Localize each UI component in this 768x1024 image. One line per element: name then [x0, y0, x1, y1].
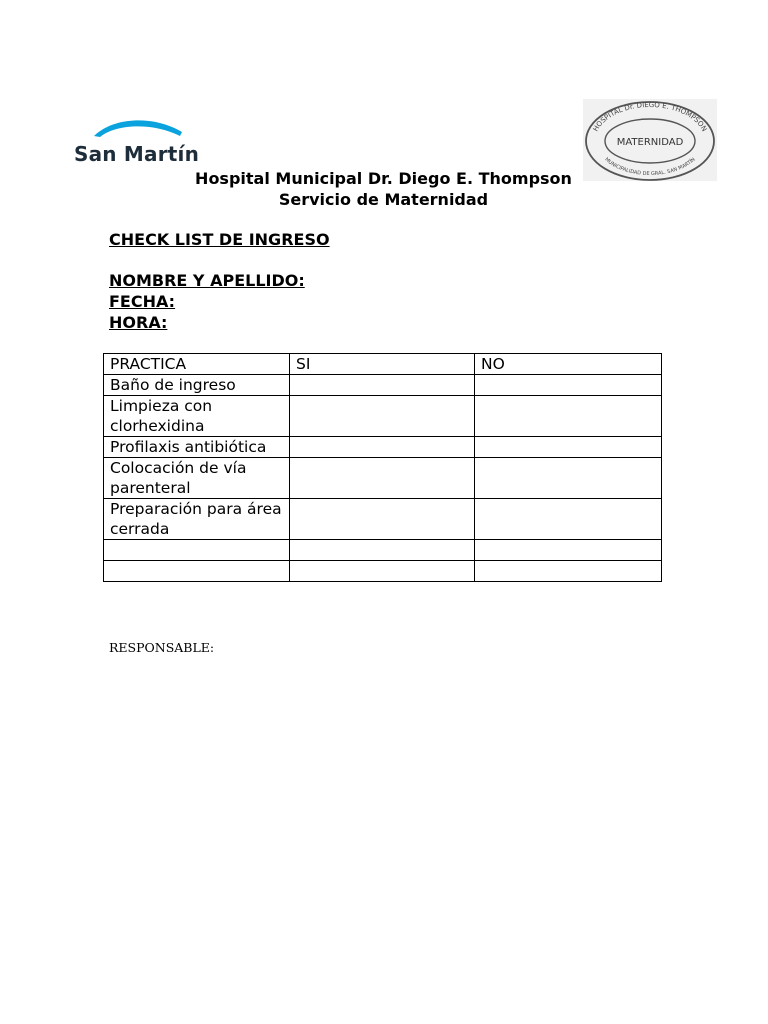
header-si: SI [290, 354, 475, 375]
header-practica: PRACTICA [104, 354, 290, 375]
logo-text: San Martín [74, 142, 200, 166]
table-row [104, 375, 662, 396]
table-header-row [104, 354, 662, 375]
table-row [104, 458, 662, 499]
si-cell[interactable] [290, 396, 475, 437]
no-cell[interactable] [475, 437, 662, 458]
table-row [104, 437, 662, 458]
no-cell[interactable] [475, 540, 662, 561]
practice-cell[interactable] [104, 561, 290, 582]
no-cell[interactable] [475, 499, 662, 540]
svg-text:HOSPITAL Dr. DIEGO E. THOMPSON: HOSPITAL Dr. DIEGO E. THOMPSON [591, 100, 709, 133]
table-row [104, 499, 662, 540]
no-cell[interactable] [475, 396, 662, 437]
practice-cell: Colocación de vía parenteral [104, 458, 290, 499]
si-cell[interactable] [290, 375, 475, 396]
time-label: HORA: [109, 313, 168, 332]
table-row [104, 396, 662, 437]
table-row [104, 540, 662, 561]
header-no: NO [475, 354, 662, 375]
si-cell[interactable] [290, 561, 475, 582]
hospital-name: Hospital Municipal Dr. Diego E. Thompson [195, 169, 572, 188]
name-label: NOMBRE Y APELLIDO: [109, 271, 305, 290]
responsable-label: RESPONSABLE: [109, 640, 215, 655]
si-cell[interactable] [290, 437, 475, 458]
date-label: FECHA: [109, 292, 176, 311]
practice-cell: Limpieza con clorhexidina [104, 396, 290, 437]
practice-cell[interactable] [104, 540, 290, 561]
checklist-table [103, 353, 662, 582]
svg-text:MUNICIPALIDAD DE GRAL. SAN MAR: MUNICIPALIDAD DE GRAL. SAN MARTÍN [603, 156, 697, 178]
si-cell[interactable] [290, 458, 475, 499]
service-name: Servicio de Maternidad [278, 190, 489, 209]
no-cell[interactable] [475, 458, 662, 499]
practice-cell: Preparación para área cerrada [104, 499, 290, 540]
no-cell[interactable] [475, 561, 662, 582]
practice-cell: Profilaxis antibiótica [104, 437, 290, 458]
no-cell[interactable] [475, 375, 662, 396]
si-cell[interactable] [290, 499, 475, 540]
practice-cell: Baño de ingreso [104, 375, 290, 396]
form-title: CHECK LIST DE INGRESO [109, 230, 330, 249]
san-martin-logo [74, 116, 214, 168]
stamp-center-text: MATERNIDAD [616, 137, 684, 148]
si-cell[interactable] [290, 540, 475, 561]
table-row [104, 561, 662, 582]
san-martin-arc-icon [92, 116, 184, 138]
